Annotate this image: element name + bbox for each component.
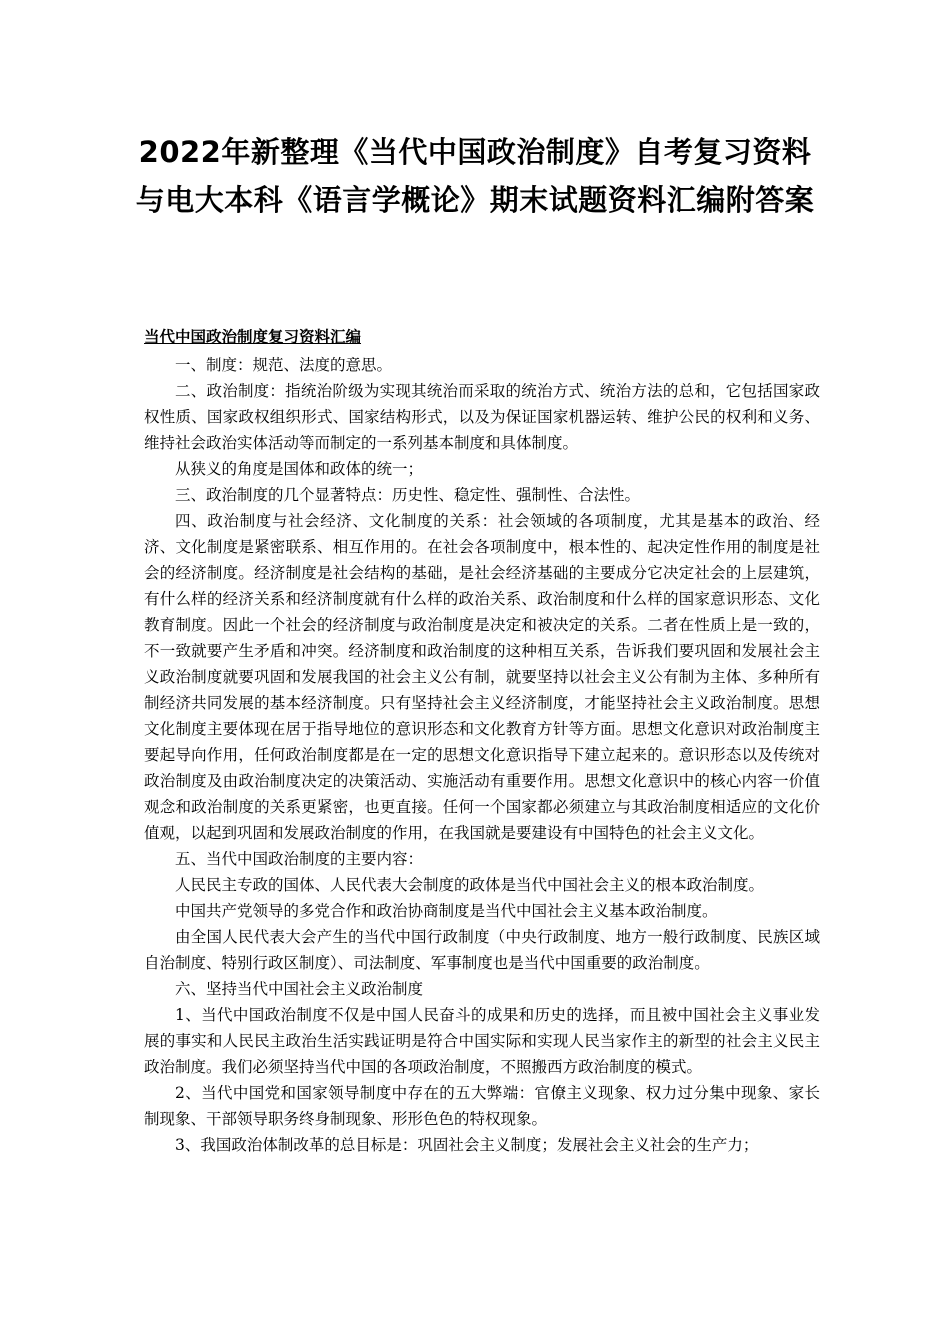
paragraph-section-six: 六、坚持当代中国社会主义政治制度: [175, 980, 424, 998]
paragraph-definition-system: 一、制度：规范、法度的意思。: [175, 356, 393, 374]
paragraph-relationship: 四、政治制度与社会经济、文化制度的关系：社会领域的各项制度，尤其是基本的政治、经济、文化制度是紧密联系、相互作用的。在社会各项制度中，根本性的、起决定性作用的制度是社会的经济制度。经济制度是社会结构的基础，是社会经济基础的主要成分它决定社会的上层建筑，有什么样的经济关系和经济制度就有什么样的政治关系、政治制度和什么样的国家意识形态、文化教育制度。因此一个社会的经济制度与政治制度是决定和被决定的关系。二者在性质上是一致的，不一致就要产生矛盾和冲突。经济制度和政治制度的这种相互关系，告诉我们要巩固和发展社会主义政治制度就要巩固和发展我国的社会主义公有制，就要坚持以社会主义公有制为主体、多种所有制经济共同发展的基本经济制度。只有坚持社会主义经济制度，才能坚持社会主义政治制度。思想文化制度主要体现在居于指导地位的意识形态和文化教育方针等方面。思想文化意识对政治制度主要起导向作用，任何政治制度都是在一定的思想文化意识指导下建立起来的。意识形态以及传统对政治制度及由政治制度决定的决策活动、实施活动有重要作用。思想文化意识中的核心内容一价值观念和政治制度的关系更紧密，也更直接。任何一个国家都必须建立与其政治制度相适应的文化价值观，以起到巩固和发展政治制度的作用，在我国就是要建设有中国特色的社会主义文化。: [144, 512, 820, 842]
section-heading: 当代中国政治制度复习资料汇编: [144, 328, 362, 346]
paragraph-item-1: 1、当代中国政治制度不仅是中国人民奋斗的成果和历史的选择，而且被中国社会主义事业发展的事实和人民民主政治生活实践证明是符合中国实际和实现人民当家作主的新型的社会主义民主政治制度。我们必须坚持当代中国的各项政治制度，不照搬西方政治制度的模式。: [144, 1006, 820, 1076]
title-line-1: 2022年新整理《当代中国政治制度》自考复习资料: [138, 135, 812, 169]
paragraph-basic-system: 中国共产党领导的多党合作和政治协商制度是当代中国社会主义基本政治制度。: [175, 902, 718, 920]
paragraph-item-3: 3、我国政治体制改革的总目标是：巩固社会主义制度；发展社会主义社会的生产力；: [175, 1136, 759, 1154]
paragraph-definition-political-system: 二、政治制度：指统治阶级为实现其统治而采取的统治方式、统治方法的总和，它包括国家政权性质、国家政权组织形式、国家结构形式，以及为保证国家机器运转、维护公民的权利和义务、维持社会政治实体活动等而制定的一系列基本制度和具体制度。: [144, 382, 820, 452]
paragraph-narrow-sense: 从狭义的角度是国体和政体的统一；: [175, 460, 424, 478]
paragraph-fundamental-system: 人民民主专政的国体、人民代表大会制度的政体是当代中国社会主义的根本政治制度。: [175, 876, 765, 894]
document-body: [144, 322, 820, 1158]
paragraph-other-systems: 由全国人民代表大会产生的当代中国行政制度（中央行政制度、地方一般行政制度、民族区域自治制度、特别行政区制度）、司法制度、军事制度也是当代中国重要的政治制度。: [144, 928, 820, 972]
document-title: [0, 128, 950, 224]
title-line-2: 与电大本科《语言学概论》期末试题资料汇编附答案: [135, 183, 815, 217]
paragraph-characteristics: 三、政治制度的几个显著特点：历史性、稳定性、强制性、合法性。: [175, 486, 641, 504]
paragraph-item-2: 2、当代中国党和国家领导制度中存在的五大弊端：官僚主义现象、权力过分集中现象、家长制现象、干部领导职务终身制现象、形形色色的特权现象。: [144, 1084, 820, 1128]
paragraph-main-content: 五、当代中国政治制度的主要内容：: [175, 850, 424, 868]
